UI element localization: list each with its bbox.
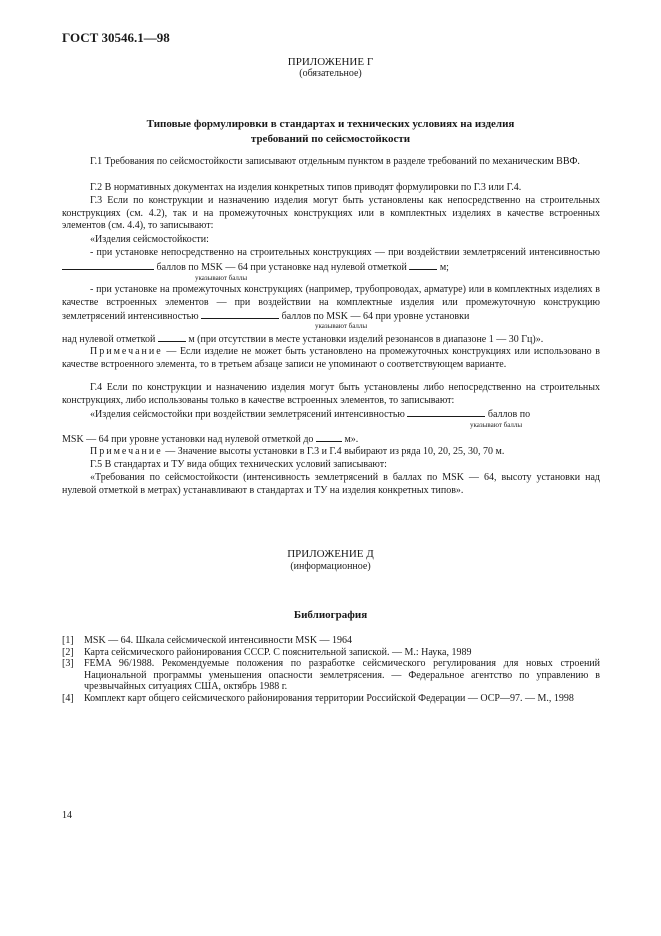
bibliography-text: Карта сейсмического районирования СССР. С пояснительной запиской. — М.: Наука, 1989 [84,646,472,658]
list-item-intermediate-install-cont [62,332,600,347]
list-item-direct-install-text-a: - при установке непосредственно на строительных конструкциях — при воздействии землетрясений интенсивностью [90,247,600,258]
hint-points-3: указывают баллы [470,421,523,429]
bibliography-number: [3] [62,658,74,669]
list-item-intermediate-text-a: - при установке на промежуточных конструкциях (например, трубопроводах, арматуре) или в комплектных изделиях в качестве встроенных элементов — при воздействии на комплектные изделия или промежуточную конструкцию землетрясений интенсивностью [62,284,600,323]
quote-start-2 [62,407,600,422]
note-label-1: Примечание [90,346,163,357]
note-1-text: — Если изделие не может быть установлено на промежуточных конструкциях или использовано в качестве встроенного элемента, то в третьем абзаце записи не упоминают о соответствующем варианте. [62,346,600,370]
appendix-g-status: (обязательное) [299,68,362,79]
note-label-2: Примечание [90,446,163,457]
bibliography-number: [2] [62,646,74,658]
blank-intensity-1 [62,260,154,270]
bibliography-text: Комплект карт общего сейсмического районирования территории Российской Федерации — ОСР—97. — М., 1998 [84,692,574,704]
list-item-intermediate-install [62,284,600,324]
appendix-g-title: ПРИЛОЖЕНИЕ Г [287,56,374,68]
list-item-intermediate-text-b: баллов по MSK — 64 при уровне установки [281,311,470,323]
quote-2-text-b: баллов по [487,409,531,420]
paragraph-g5: Г.5 В стандартах и ТУ вида общих технических условий записывают: [90,459,387,470]
paragraph-g2: Г.2 В нормативных документах на изделия конкретных типов приводят формулировки по Г.3 или Г.4. [90,182,522,193]
list-item-direct-install-text-b: баллов по MSK — 64 при установке над нулевой отметкой [156,261,407,273]
note-2-text: — Значение высоты установки в Г.3 и Г.4 выбирают из ряда 10, 20, 25, 30, 70 м. [162,446,505,457]
paragraph-g1: Г.1 Требования по сейсмостойкости записывают отдельным пунктом в разделе требований по механическим ВВФ. [90,156,580,167]
quote-start-1: «Изделия сейсмостойкости: [90,234,209,245]
appendix-g-heading-line1: Типовые формулировки в стандартах и технических условиях на изделия [146,118,515,130]
paragraph-g4: Г.4 Если по конструкции и назначению изделия могут быть установлены либо непосредственно на строительных конструкциях, либо использованы только в качестве встроенных элементов, то записывают: [62,382,600,406]
hint-points-1: указывают баллы [195,274,248,282]
bibliography-item [62,693,600,705]
quote-2-text-d: м». [344,434,359,445]
hint-points-2: указывают баллы [315,322,368,330]
bibliography-item [62,658,600,693]
bibliography-list [62,635,600,704]
blank-height-3 [316,432,342,442]
paragraph-g3: Г.3 Если по конструкции и назначению изделия могут быть установлены как непосредственно на строительных конструкциях (см. 4.2), так и на промежуточных конструкциях или в комплектных изделиях в качестве встроенных элементов (см. 4.4), то записывают: [62,195,600,232]
quote-2-cont [62,432,600,447]
appendix-g-heading-line2: требований по сейсмостойкости [250,133,411,145]
blank-height-1 [409,260,437,270]
appendix-g-heading [0,117,661,147]
blank-height-2 [158,332,186,342]
bibliography-number: [4] [62,692,74,704]
blank-intensity-3 [407,407,485,417]
list-item-direct-install-text-c: м; [439,261,449,273]
appendix-d-status: (информационное) [290,561,371,572]
bibliography-item [62,647,600,659]
blank-intensity-2 [201,309,279,319]
list-item-intermediate-text-c: над нулевой отметкой [62,334,156,345]
note-1 [62,346,600,371]
bibliography-text: MSK — 64. Шкала сейсмической интенсивности MSK — 1964 [84,635,353,646]
page-number: 14 [62,810,72,821]
quote-2-text-a: «Изделия сейсмостойки при воздействии землетрясений интенсивностью [90,409,405,420]
appendix-d-title: ПРИЛОЖЕНИЕ Д [287,548,374,560]
bibliography-text: FEMA 96/1988. Рекомендуемые положения по разработке сейсмического регулирования для новых строений Национальной программы уменьшения опасности землетрясения. — Федеральное агентство по управлению в чрезвычайных ситуациях США, октябрь 1988 г. [84,658,600,692]
bibliography-number: [1] [62,635,74,646]
document-code-header: ГОСТ 30546.1—98 [62,30,170,45]
list-item-intermediate-text-d: м (при отсутствии в месте установки изделий резонансов в диапазоне 1 — 30 Гц)». [188,334,544,345]
quote-2-text-c: MSK — 64 при уровне установки над нулевой отметкой до [62,434,314,445]
bibliography-item [62,635,600,647]
note-2 [62,446,600,459]
quote-3: «Требования по сейсмостойкости (интенсивность землетрясений в баллах по MSK — 64, высоту установки над нулевой отметкой в метрах) устанавливают в стандартах и ТУ на изделия конкретных типов». [62,472,600,496]
list-item-direct-install [62,247,600,274]
bibliography-heading: Библиография [293,609,368,621]
